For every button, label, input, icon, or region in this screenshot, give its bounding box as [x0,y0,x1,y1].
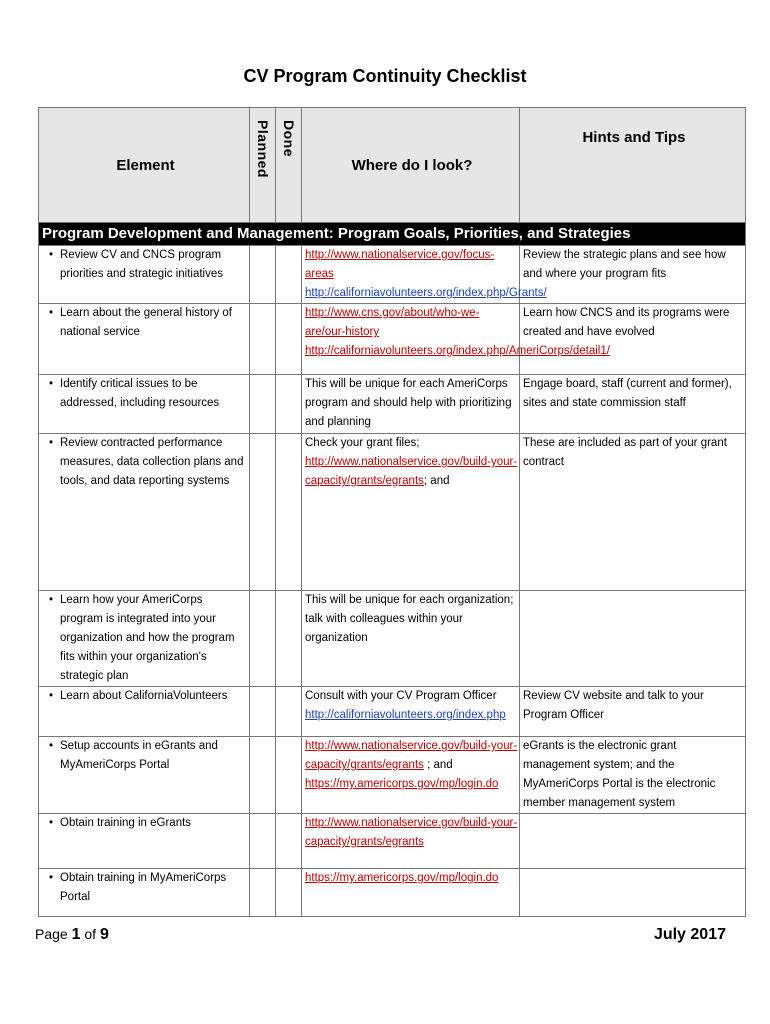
element-text: Learn about CaliforniaVolunteers [60,690,228,702]
done-checkbox[interactable] [276,591,302,687]
resource-link[interactable]: http://californiavolunteers.org/index.php/AmeriCorps/detail1/ [305,345,610,357]
where-text: This will be unique for each AmeriCorps program and should help with prioritizing and planning [305,378,512,428]
page-number: Page 1 of 9 [35,926,109,943]
done-checkbox[interactable] [276,687,302,737]
planned-checkbox[interactable] [250,687,276,737]
where-text: Consult with your CV Program Officer [305,690,497,702]
where-cell [302,737,520,814]
planned-checkbox[interactable] [250,304,276,375]
bullet-icon: • [48,872,54,884]
resource-link[interactable]: https://my.americorps.gov/mp/login.do [305,778,499,790]
resource-link[interactable]: http://californiavolunteers.org/index.php/Grants/ [305,287,547,299]
element-text: Review contracted performance measures, data collection plans and tools, and data reporting systems [60,437,244,487]
hints-cell: Learn how CNCS and its programs were created and have evolved [520,304,746,375]
table-row [39,591,746,687]
where-cell [302,434,520,591]
resource-link[interactable]: http://www.cns.gov/about/who-we-are/our-history [305,307,480,338]
where-cell [302,375,520,434]
bullet-icon: • [48,307,54,319]
done-checkbox[interactable] [276,375,302,434]
where-cell [302,687,520,737]
table-row [39,375,746,434]
page-title: CV Program Continuity Checklist [243,66,527,86]
table-row [39,687,746,737]
where-cell [302,591,520,687]
where-cell [302,814,520,869]
resource-link[interactable]: http://www.nationalservice.gov/build-your-capacity/grants/egrants [305,456,518,487]
bullet-icon: • [48,817,54,829]
where-cell [302,304,610,375]
done-checkbox[interactable] [276,304,302,375]
resource-link[interactable]: http://californiavolunteers.org/index.php [305,709,506,721]
element-text: Obtain training in MyAmeriCorps Portal [60,872,227,903]
planned-checkbox[interactable] [250,375,276,434]
bullet-icon: • [48,249,54,261]
planned-checkbox[interactable] [250,434,276,591]
resource-link[interactable]: http://www.nationalservice.gov/focus-areas [305,249,495,280]
planned-checkbox[interactable] [250,737,276,814]
where-text: This will be unique for each organization; talk with colleagues within your organization [305,594,514,644]
planned-checkbox[interactable] [250,814,276,869]
header-where: Where do I look? [302,108,520,223]
hints-cell: Review CV website and talk to your Program Officer [520,687,746,737]
header-row [39,108,746,223]
table-row [39,737,746,814]
checklist-table [38,107,746,917]
bullet-icon: • [48,594,54,606]
bullet-icon: • [48,690,54,702]
element-text: Setup accounts in eGrants and MyAmeriCorps Portal [60,740,218,771]
resource-link[interactable]: http://www.nationalservice.gov/build-your-capacity/grants/egrants [305,817,518,848]
hints-cell [520,591,746,687]
resource-link[interactable]: http://www.nationalservice.gov/build-your-capacity/grants/egrants [305,740,518,771]
hints-cell: Engage board, staff (current and former), sites and state commission staff [520,375,746,434]
hints-cell: These are included as part of your grant contract [520,434,746,591]
bullet-icon: • [48,740,54,752]
element-text: Learn about the general history of national service [60,307,232,338]
header-element: Element [39,108,250,223]
where-text: ; and [423,475,450,487]
hints-cell: eGrants is the electronic grant management system; and the MyAmeriCorps Portal is the electronic member management system [520,737,746,814]
table-row [39,869,746,917]
hints-cell [520,869,746,917]
bullet-icon: • [48,437,54,449]
done-checkbox[interactable] [276,869,302,917]
hints-cell [520,814,746,869]
where-text: ; and [423,759,453,771]
done-checkbox[interactable] [276,434,302,591]
element-text: Identify critical issues to be addressed, including resources [60,378,220,409]
element-text: Review CV and CNCS program priorities and strategic initiatives [60,249,223,280]
where-text: Check your grant files; [305,437,420,449]
header-planned: Planned [255,120,271,178]
document-date: July 2017 [653,926,726,943]
bullet-icon: • [48,378,54,390]
done-checkbox[interactable] [276,737,302,814]
table-row [39,434,746,591]
done-checkbox[interactable] [276,246,302,304]
planned-checkbox[interactable] [250,591,276,687]
resource-link[interactable]: https://my.americorps.gov/mp/login.do [305,872,499,884]
where-cell [302,246,547,304]
where-cell [302,869,520,917]
table-row [39,814,746,869]
table-row [39,246,746,304]
planned-checkbox[interactable] [250,869,276,917]
done-checkbox[interactable] [276,814,302,869]
element-text: Learn how your AmeriCorps program is integrated into your organization and how the program fits within your organization's strategic plan [60,594,235,682]
planned-checkbox[interactable] [250,246,276,304]
header-hints: Hints and Tips [520,108,746,223]
header-done: Done [281,120,297,157]
element-text: Obtain training in eGrants [60,817,192,829]
section-title: Program Development and Management: Program Goals, Priorities, and Strategies [39,223,746,246]
section-row [39,223,746,246]
table-row [39,304,746,375]
hints-cell: Review the strategic plans and see how and where your program fits [520,246,746,304]
